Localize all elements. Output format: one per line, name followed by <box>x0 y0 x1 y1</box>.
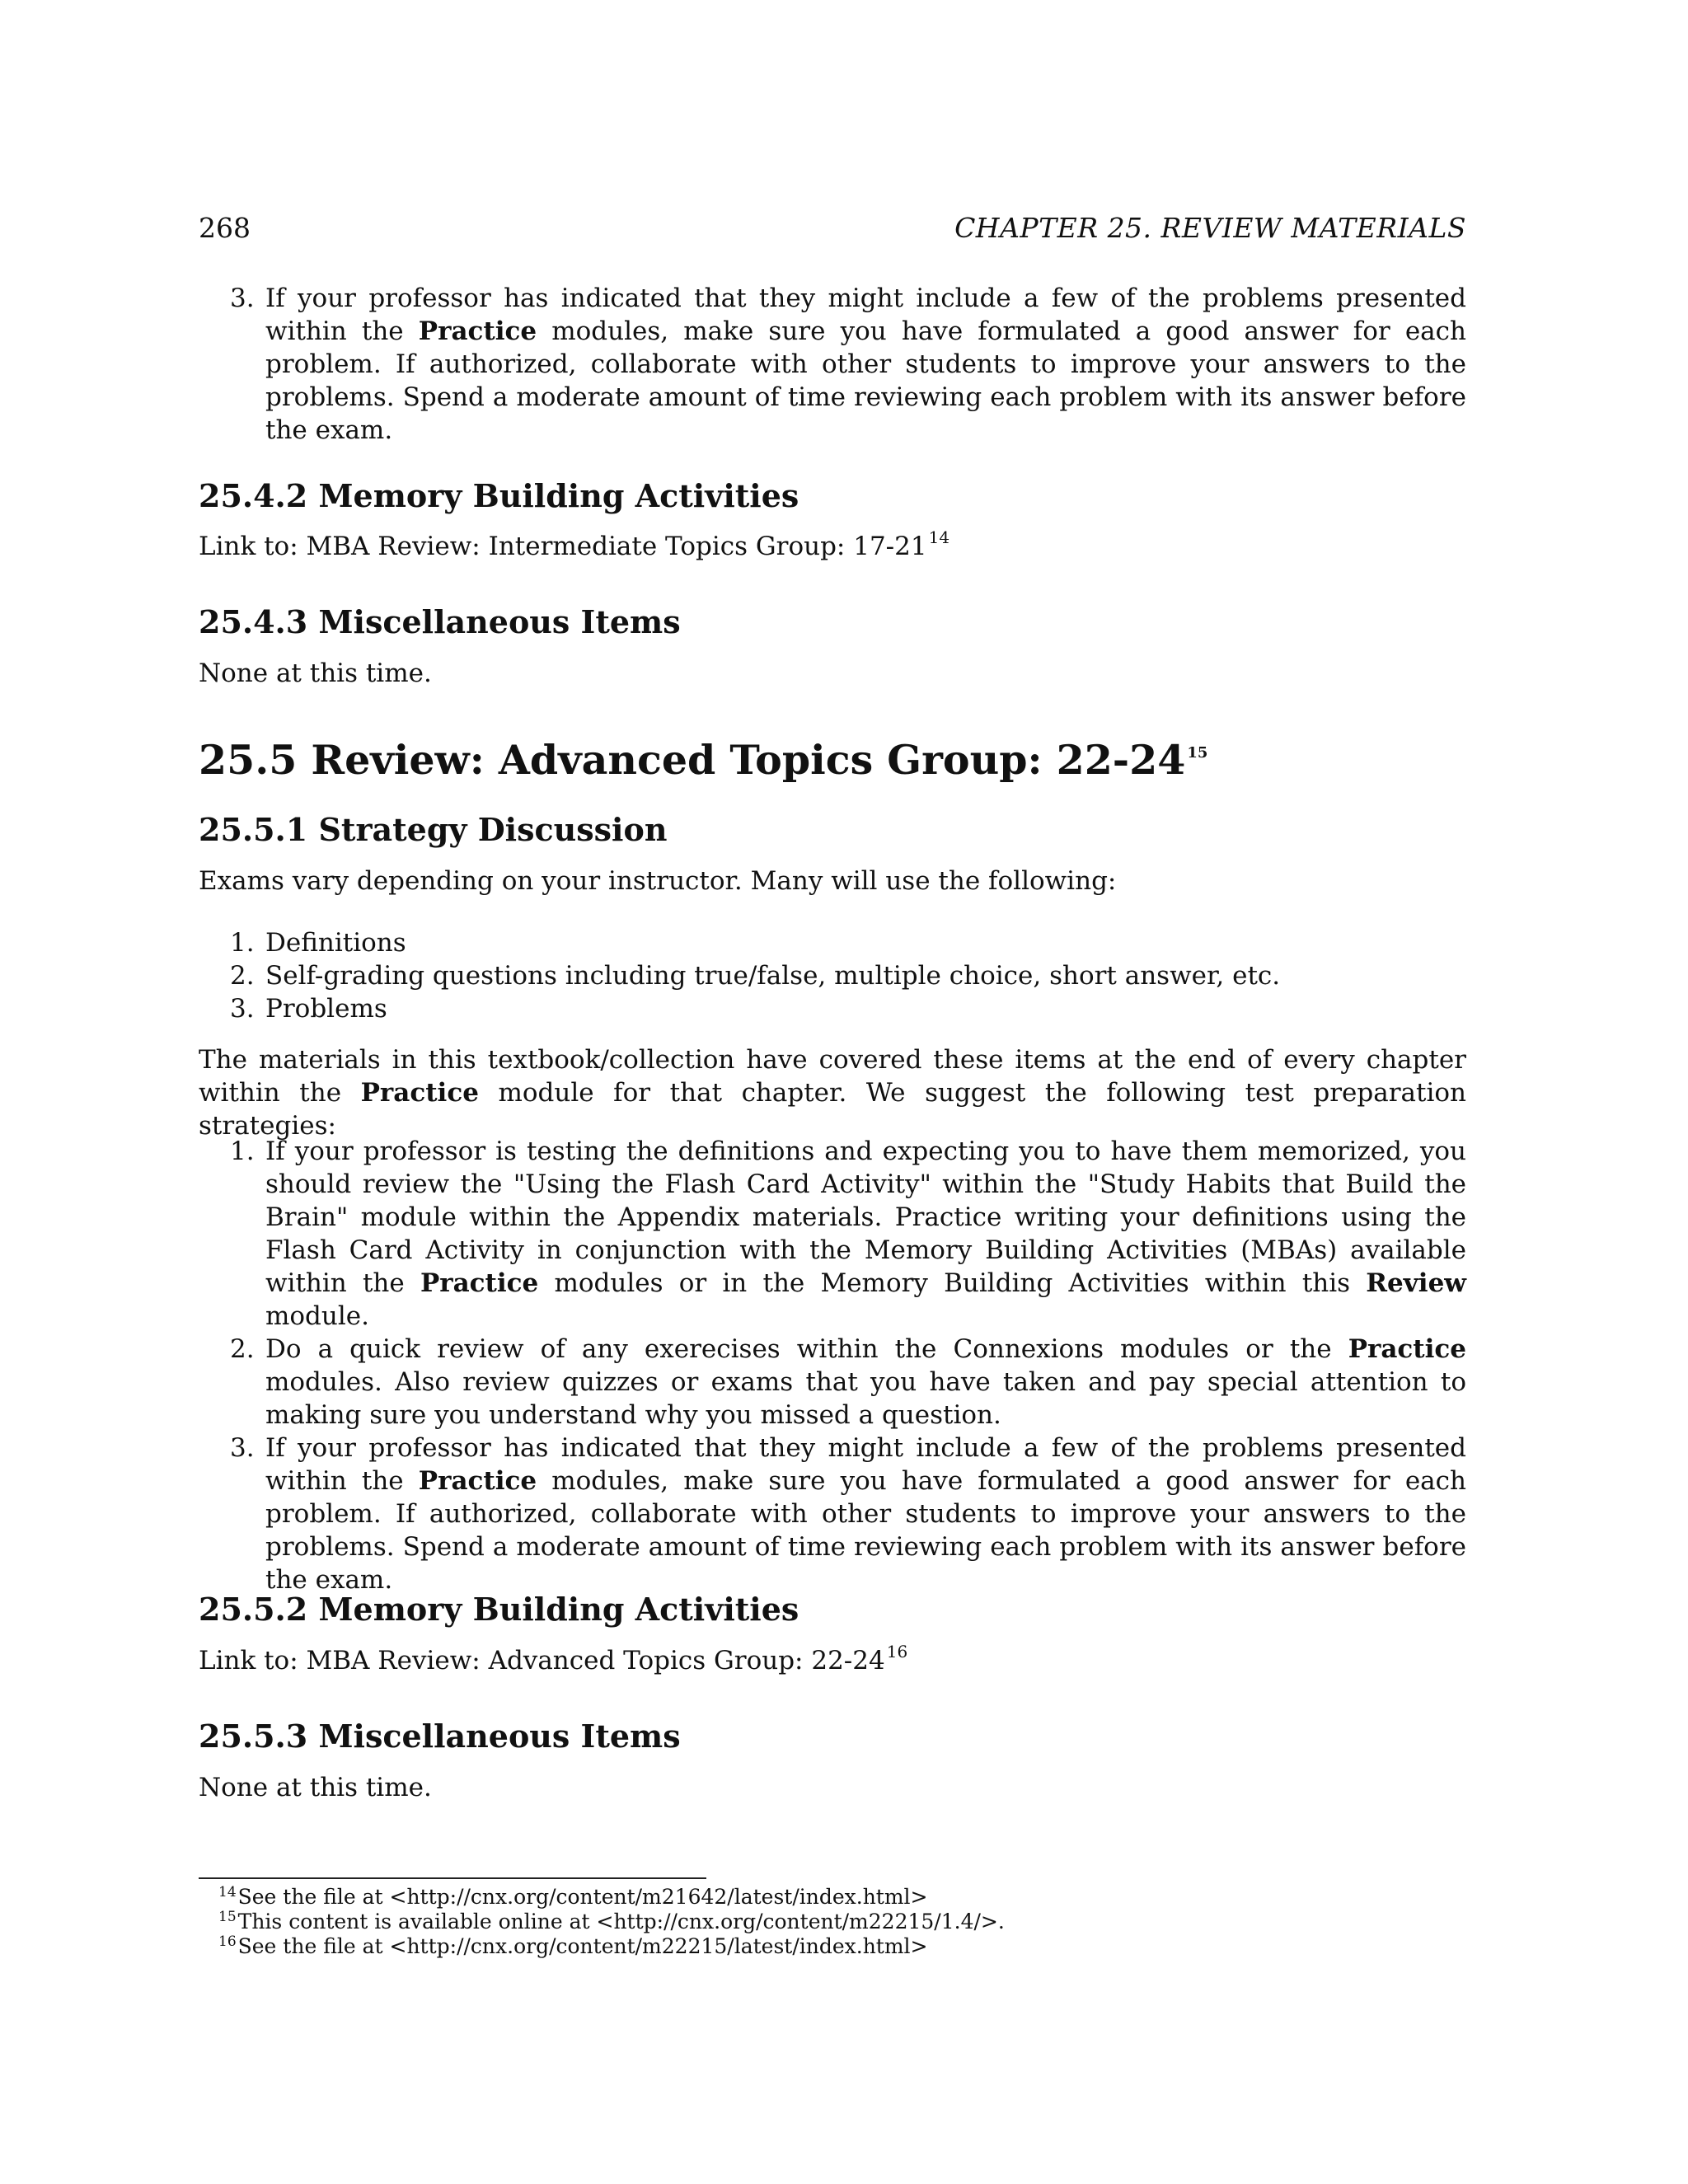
footnote <box>218 1934 1455 1959</box>
exam-types-list <box>199 926 1466 1025</box>
intro-list <box>199 282 1466 447</box>
footnote-ref[interactable]: 15 <box>1187 744 1208 762</box>
footnotes <box>218 1885 1455 1959</box>
section-25-4-3 <box>199 602 1466 642</box>
emphasis-practice: Practice <box>418 316 537 346</box>
materials-paragraph: The materials in this textbook/collection have covered these items at the end of every chapter within the Practice module for that chapter. We suggest the following test preparation strategies: <box>199 1045 1466 1141</box>
footnote-text[interactable]: See the file at <http://cnx.org/content/m22215/latest/index.html> <box>237 1934 928 1958</box>
footnote-number: 16 <box>218 1933 237 1950</box>
list-item: 3. Problems <box>230 994 387 1024</box>
strategy-intro: Exams vary depending on your instructor. Many will use the following: <box>199 866 1117 896</box>
list-item: 2. Do a quick review of any exerecises within the Connexions modules or the Practice modules. Also review quizzes or exams that you have taken and pay special attention to making sure you understand why you missed a question. <box>230 1334 1466 1430</box>
footnote-text[interactable]: See the file at <http://cnx.org/content/m21642/latest/index.html> <box>237 1885 928 1909</box>
emphasis-review: Review <box>1366 1268 1466 1298</box>
footnote-divider <box>199 1877 706 1879</box>
mba-link-intermediate <box>199 527 1466 563</box>
mba-link-advanced <box>199 1644 1466 1677</box>
footnote-number: 14 <box>218 1884 237 1900</box>
section-heading: 25.5.1 Strategy Discussion <box>199 811 668 848</box>
section-heading: 25.4.2 Memory Building Activities <box>199 477 799 514</box>
section-heading: 25.5.2 Memory Building Activities <box>199 1591 799 1628</box>
footnote <box>218 1910 1455 1934</box>
list-item: 3. If your professor has indicated that they might include a few of the problems presented within the Practice modules, make sure you have formulated a good answer for each problem. If authorized, collaborate with other students to improve your answers to the problems. Spend a moderate amount of time reviewing each problem with its answer before the exam. <box>230 284 1466 445</box>
footnote <box>218 1885 1455 1910</box>
running-title: CHAPTER 25. REVIEW MATERIALS <box>954 212 1466 244</box>
footnote-number: 15 <box>218 1909 237 1925</box>
section-25-5-1 <box>199 810 1466 850</box>
list-item: 1. Definitions <box>230 928 406 958</box>
section-25-5-2 <box>199 1590 1466 1629</box>
chapter-section-heading: 25.5 Review: Advanced Topics Group: 22-24 <box>199 736 1186 784</box>
list-item: 1. If your professor is testing the definitions and expecting you to have them memorized, you should review the "Using the Flash Card Activity" within the "Study Habits that Build the Brain" module within the Appendix materials. Practice writing your definitions using the Flash Card Activity in conjunction with the Memory Building Activities (MBAs) available within the Practice modules or in the Memory Building Activities within this Review module. <box>230 1137 1466 1331</box>
footnote-text[interactable]: This content is available online at <http://cnx.org/content/m22215/1.4/>. <box>237 1910 1005 1933</box>
footnote-ref[interactable]: 16 <box>886 1642 908 1661</box>
section-heading: 25.5.3 Miscellaneous Items <box>199 1718 681 1755</box>
list-item-number: 3. <box>230 284 255 313</box>
page-header <box>199 208 1466 249</box>
section-25-5-3 <box>199 1717 1466 1756</box>
emphasis-practice: Practice <box>418 1466 537 1496</box>
misc-text: None at this time. <box>199 658 432 688</box>
misc-text: None at this time. <box>199 1773 432 1802</box>
mba-link[interactable]: Link to: MBA Review: Advanced Topics Group: 22-24 <box>199 1646 885 1675</box>
mba-link[interactable]: Link to: MBA Review: Intermediate Topics Group: 17-21 <box>199 532 927 561</box>
list-item: 2. Self-grading questions including true/false, multiple choice, short answer, etc. <box>230 961 1281 991</box>
footnote-ref[interactable]: 14 <box>928 527 950 547</box>
strategies-list <box>199 1135 1466 1596</box>
section-heading: 25.4.3 Miscellaneous Items <box>199 603 681 640</box>
section-25-5 <box>199 734 1466 785</box>
emphasis-practice: Practice <box>1348 1334 1466 1364</box>
emphasis-practice: Practice <box>360 1078 479 1108</box>
list-item: 3. If your professor has indicated that they might include a few of the problems presented within the Practice modules, make sure you have formulated a good answer for each problem. If authorized, collaborate with other students to improve your answers to the problems. Spend a moderate amount of time reviewing each problem with its answer before the exam. <box>230 1433 1466 1595</box>
page-number: 268 <box>199 212 251 244</box>
emphasis-practice: Practice <box>420 1268 539 1298</box>
section-25-4-2 <box>199 476 1466 516</box>
